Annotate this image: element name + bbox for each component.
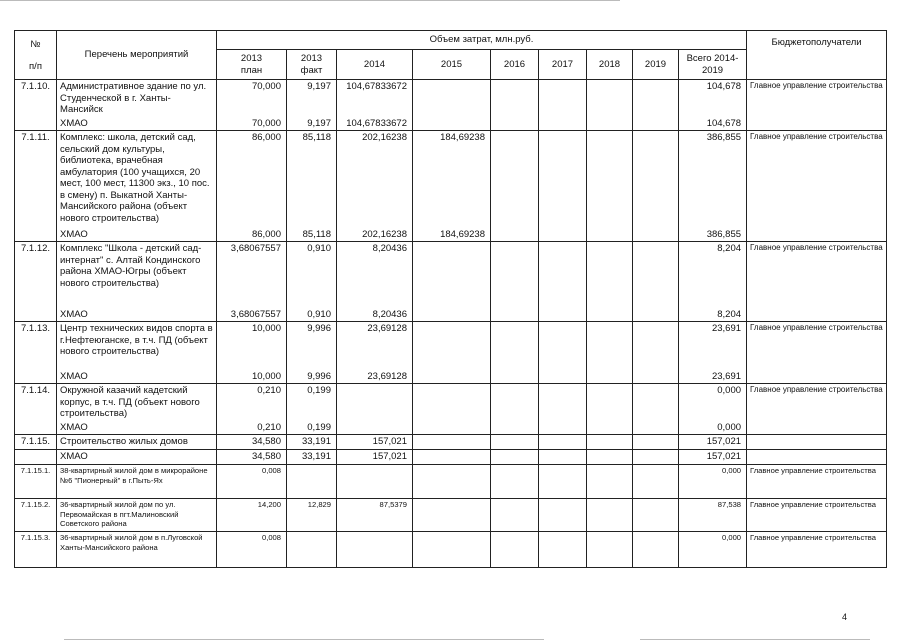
cell-2013-plan: 0,008 (217, 532, 287, 568)
header-events: Перечень мероприятий (57, 31, 217, 80)
header-2013-fact: 2013 факт (287, 50, 337, 80)
cell-2014: 202,16238 (337, 131, 413, 228)
table-header (15, 31, 887, 80)
header-year-2015: 2015 (413, 50, 491, 80)
cell-2015 (413, 297, 491, 322)
cell-2014 (337, 421, 413, 435)
table-row (15, 384, 887, 421)
row-name: Центр технических видов спорта в г.Нефтеюганске, в т.ч. ПД (объект нового строительства) (57, 322, 217, 367)
cell-total: 87,538 (679, 499, 747, 532)
cell-2014: 202,16238 (337, 228, 413, 242)
row-recipient: Главное управление строительства (747, 242, 887, 322)
cell-2013-fact: 0,910 (287, 242, 337, 297)
cell-2013-fact: 12,829 (287, 499, 337, 532)
cell-2013-fact (287, 465, 337, 499)
row-recipient: Главное управление строительства (747, 80, 887, 131)
header-year-2014: 2014 (337, 50, 413, 80)
row-region: ХМАО (57, 421, 217, 435)
cell-2013-fact: 33,191 (287, 450, 337, 465)
budget-table (14, 30, 887, 568)
cell-2013-fact: 85,118 (287, 228, 337, 242)
page-number: 4 (841, 612, 847, 622)
cell-2013-plan: 14,200 (217, 499, 287, 532)
cell-2013-fact: 0,199 (287, 384, 337, 421)
table-row (15, 242, 887, 297)
cell-2014: 23,69128 (337, 367, 413, 384)
cell-2014: 8,20436 (337, 297, 413, 322)
cell-2015 (413, 384, 491, 421)
row-number: 7.1.10. (15, 80, 57, 131)
cell-2013-fact (287, 532, 337, 568)
table-row (15, 435, 887, 450)
cell-2014: 23,69128 (337, 322, 413, 367)
cell-2015: 184,69238 (413, 131, 491, 228)
cell-total: 157,021 (679, 435, 747, 450)
row-name: Комплекс: школа, детский сад, сельский дом культуры, библиотека, врачебная амбулатория (100 учащихся, 20 мест, 100 мест, 11300 экз., 10 пос. в смену) п. Выкатной Ханты-Мансийского района (объект нового строительства) (57, 131, 217, 228)
row-number: 7.1.13. (15, 322, 57, 384)
cell-2013-plan: 70,000 (217, 80, 287, 117)
cell-2013-plan: 3,68067557 (217, 297, 287, 322)
cell-total: 157,021 (679, 450, 747, 465)
cell-2015 (413, 117, 491, 131)
table-row (15, 322, 887, 367)
cell-2014: 104,67833672 (337, 80, 413, 117)
cell-2014 (337, 465, 413, 499)
cell-2013-plan: 0,210 (217, 421, 287, 435)
cell-2014: 157,021 (337, 450, 413, 465)
cell-2013-plan: 34,580 (217, 435, 287, 450)
cell-2015 (413, 80, 491, 117)
cell-2013-plan: 0,210 (217, 384, 287, 421)
table-row-sub (15, 450, 887, 465)
scan-top-line (0, 0, 620, 1)
row-recipient: Главное управление строительства (747, 499, 887, 532)
cell-2014: 157,021 (337, 435, 413, 450)
header-year-2019: 2019 (633, 50, 679, 80)
cell-2013-plan: 3,68067557 (217, 242, 287, 297)
row-number: 7.1.14. (15, 384, 57, 435)
cell-total: 8,204 (679, 242, 747, 297)
cell-2015 (413, 242, 491, 297)
row-recipient: Главное управление строительства (747, 465, 887, 499)
row-region: ХМАО (57, 450, 217, 465)
cell-2013-fact: 85,118 (287, 131, 337, 228)
cell-2015 (413, 435, 491, 450)
cell-total: 386,855 (679, 228, 747, 242)
cell-2014: 87,5379 (337, 499, 413, 532)
row-name: Строительство жилых домов (57, 435, 217, 450)
cell-2013-plan: 86,000 (217, 131, 287, 228)
row-number: 7.1.12. (15, 242, 57, 322)
cell-2014: 104,67833672 (337, 117, 413, 131)
row-number: 7.1.11. (15, 131, 57, 242)
cell-2013-fact: 9,197 (287, 117, 337, 131)
table-row (15, 131, 887, 228)
row-number: 7.1.15.2. (15, 499, 57, 532)
cell-2015 (413, 367, 491, 384)
cell-2013-plan: 70,000 (217, 117, 287, 131)
cell-total: 0,000 (679, 465, 747, 499)
header-recipients: Бюджетополучатели (747, 31, 887, 80)
row-name: Административное здание по ул. Студенческой в г. Ханты-Мансийск (57, 80, 217, 117)
table-row (15, 499, 887, 532)
cell-2015 (413, 450, 491, 465)
row-number: 7.1.15. (15, 435, 57, 450)
table-row (15, 465, 887, 499)
cell-2013-fact: 0,910 (287, 297, 337, 322)
cell-total: 386,855 (679, 131, 747, 228)
header-year-2017: 2017 (539, 50, 587, 80)
cell-2015 (413, 322, 491, 367)
cell-2013-plan: 86,000 (217, 228, 287, 242)
cell-total: 23,691 (679, 322, 747, 367)
cell-2013-fact: 0,199 (287, 421, 337, 435)
cell-total: 104,678 (679, 117, 747, 131)
cell-2014 (337, 532, 413, 568)
row-number: 7.1.15.3. (15, 532, 57, 568)
row-region: ХМАО (57, 367, 217, 384)
cell-2013-fact: 9,996 (287, 322, 337, 367)
row-name: 36-квартирный жилой дом в п.Луговской Ханты-Мансийского района (57, 532, 217, 568)
cell-2015 (413, 421, 491, 435)
budget-table-sheet (14, 30, 887, 568)
header-year-2016: 2016 (491, 50, 539, 80)
row-region: ХМАО (57, 117, 217, 131)
table-row (15, 80, 887, 117)
cell-2013-fact: 9,197 (287, 80, 337, 117)
cell-2013-plan: 10,000 (217, 367, 287, 384)
header-volume: Объем затрат, млн.руб. (217, 31, 747, 50)
cell-2013-plan: 34,580 (217, 450, 287, 465)
cell-total: 104,678 (679, 80, 747, 117)
row-name: 38-квартирный жилой дом в микрорайоне №6 "Пионерный" в г.Пыть-Ях (57, 465, 217, 499)
row-recipient (747, 435, 887, 450)
cell-total: 0,000 (679, 384, 747, 421)
cell-total: 0,000 (679, 421, 747, 435)
row-number: 7.1.15.1. (15, 465, 57, 499)
row-recipient: Главное управление строительства (747, 384, 887, 435)
cell-2014 (337, 384, 413, 421)
row-region: ХМАО (57, 228, 217, 242)
cell-total: 8,204 (679, 297, 747, 322)
row-recipient: Главное управление строительства (747, 322, 887, 384)
cell-2014: 8,20436 (337, 242, 413, 297)
header-2013-plan: 2013 план (217, 50, 287, 80)
row-recipient: Главное управление строительства (747, 532, 887, 568)
header-number: № п/п (15, 31, 57, 80)
row-recipient: Главное управление строительства (747, 131, 887, 242)
cell-2013-plan: 0,008 (217, 465, 287, 499)
cell-2015: 184,69238 (413, 228, 491, 242)
cell-2013-fact: 33,191 (287, 435, 337, 450)
table-row (15, 532, 887, 568)
row-name: 36-квартирный жилой дом по ул. Первомайская в пгт.Малиновский Советского района (57, 499, 217, 532)
cell-2013-plan: 10,000 (217, 322, 287, 367)
cell-total: 0,000 (679, 532, 747, 568)
header-total: Всего 2014- 2019 (679, 50, 747, 80)
cell-total: 23,691 (679, 367, 747, 384)
row-region: ХМАО (57, 297, 217, 322)
header-year-2018: 2018 (587, 50, 633, 80)
cell-2013-fact: 9,996 (287, 367, 337, 384)
row-name: Окружной казачий кадетский корпус, в т.ч. ПД (объект нового строительства) (57, 384, 217, 421)
row-name: Комплекс "Школа - детский сад-интернат" с. Алтай Кондинского района ХМАО-Югры (объект нового строительства) (57, 242, 217, 297)
